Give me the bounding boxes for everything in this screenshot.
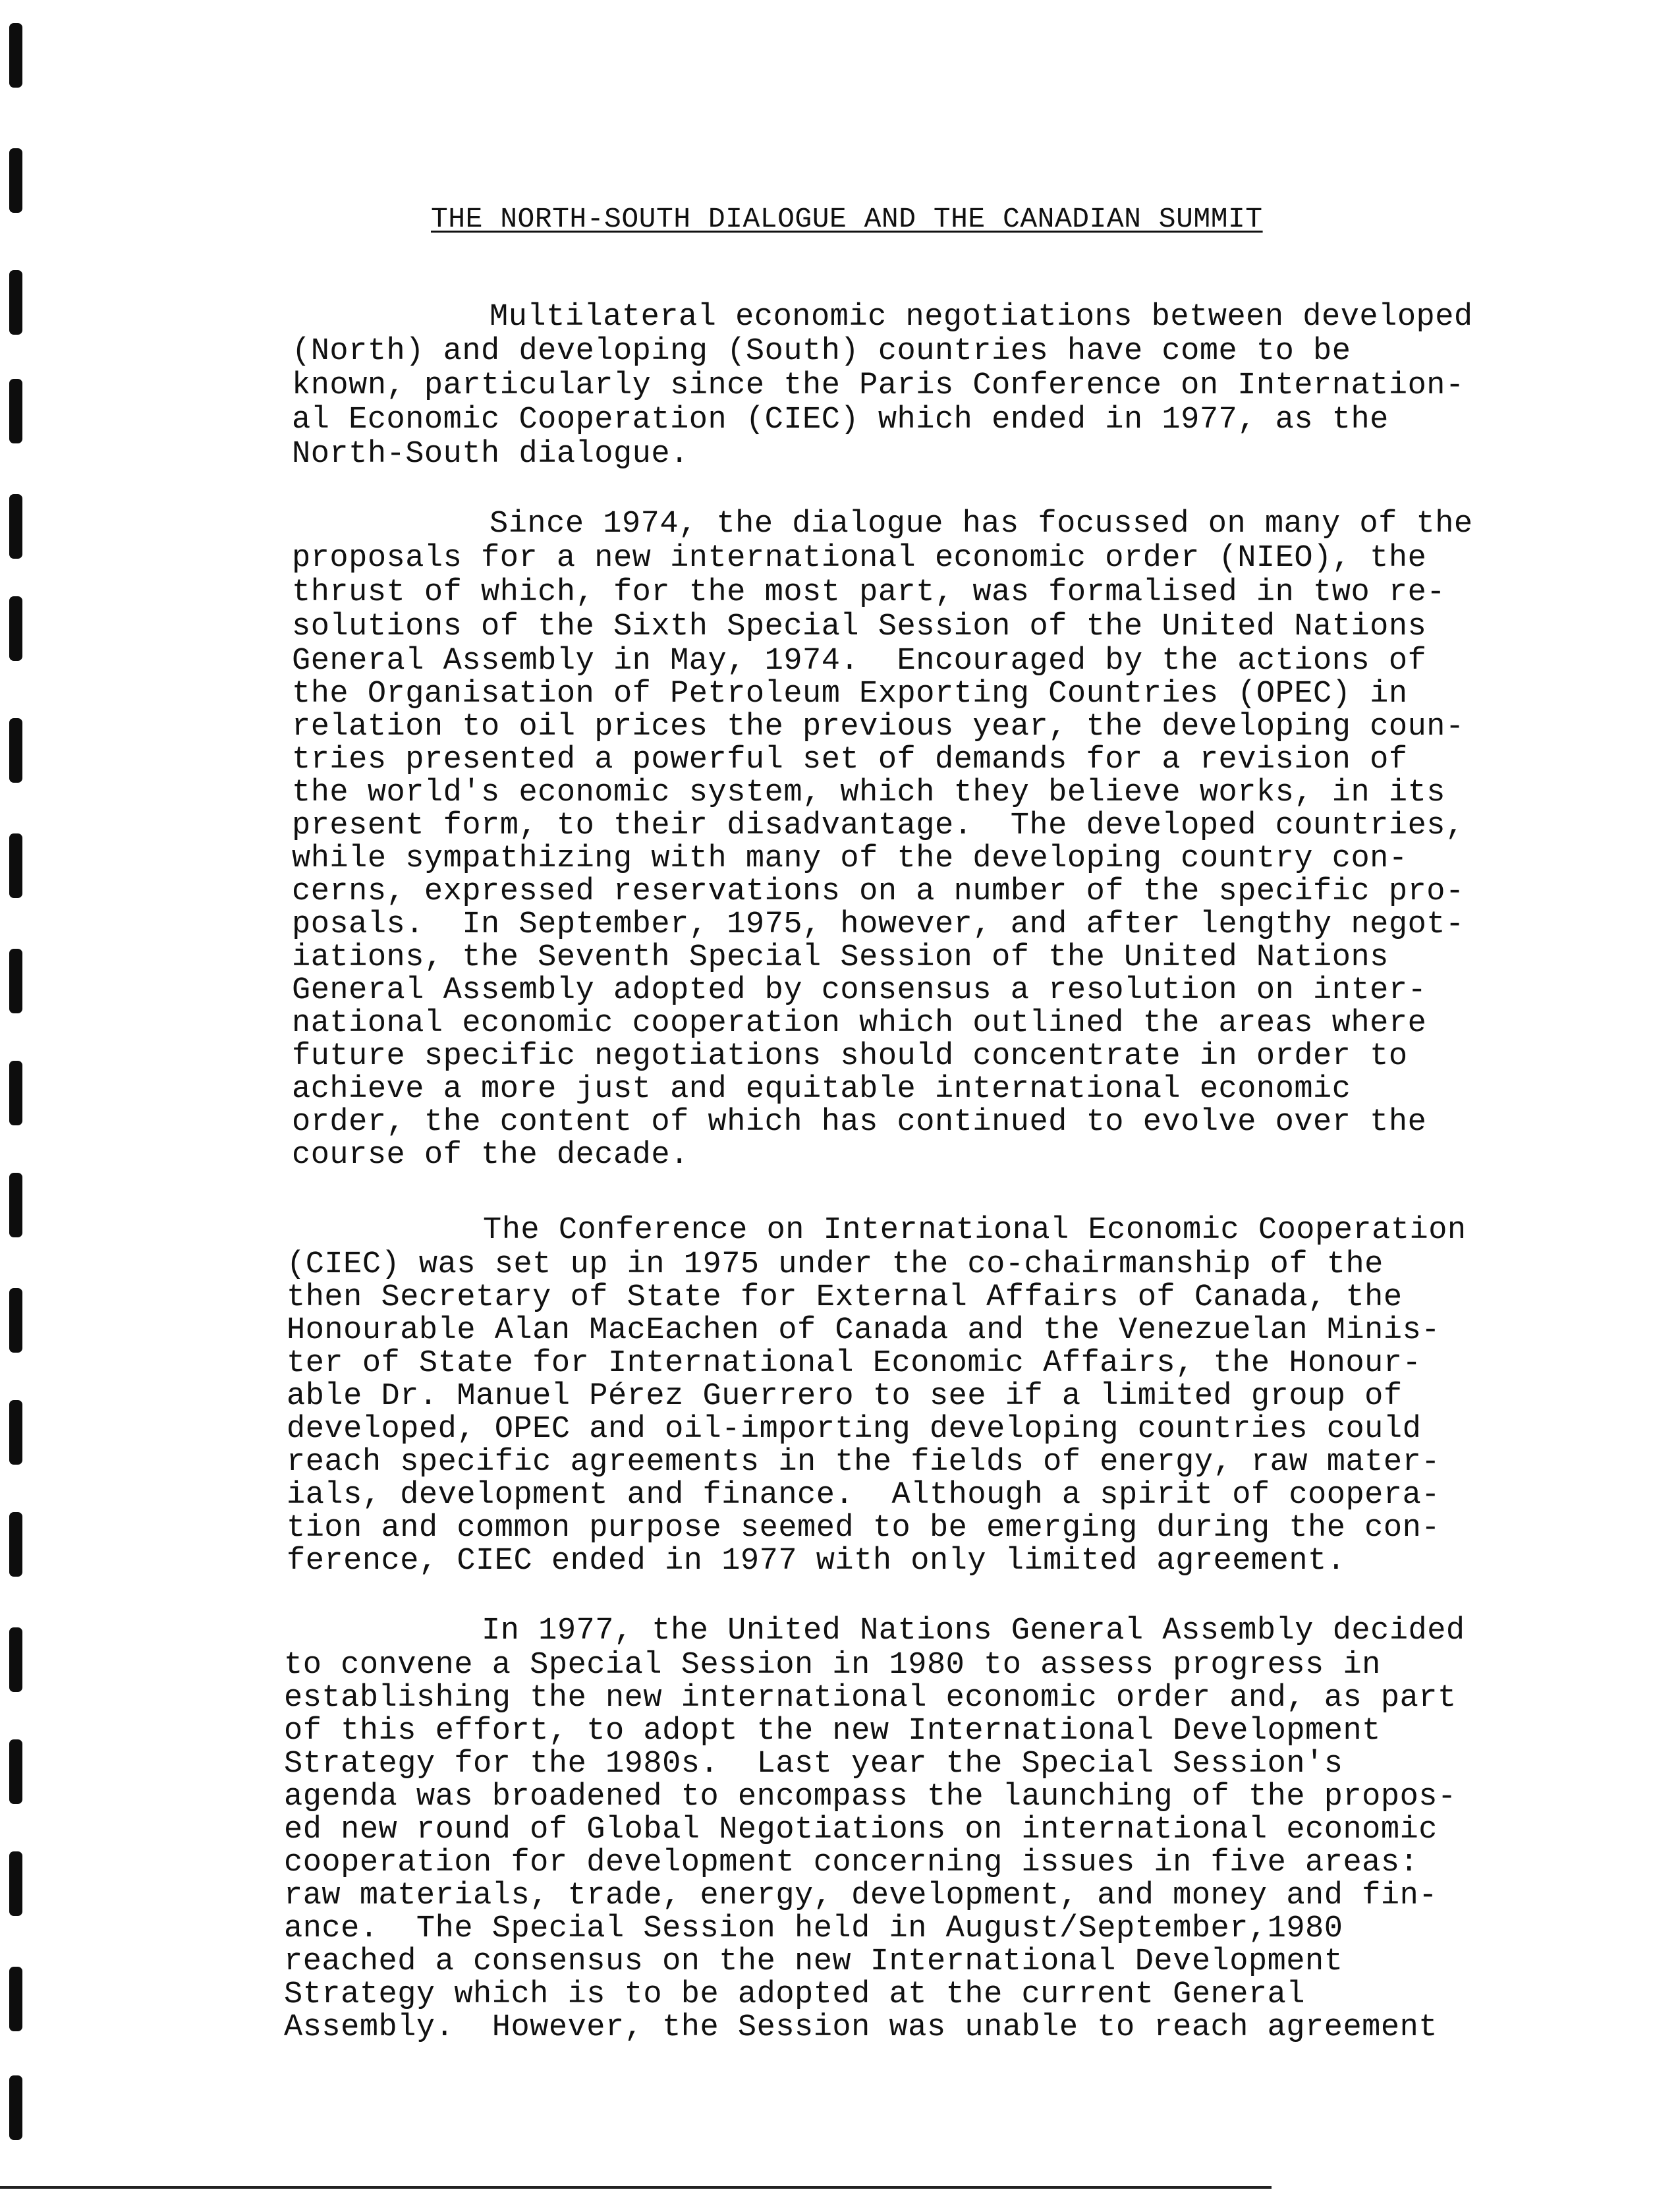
text-line: Assembly. However, the Session was unable to reach agreement <box>284 2010 1438 2045</box>
text-line: cerns, expressed reservations on a number of the specific pro- <box>292 874 1465 909</box>
text-line: while sympathizing with many of the developing country con- <box>292 841 1408 876</box>
binding-mark <box>9 270 22 335</box>
binding-mark <box>9 1627 22 1692</box>
binding-mark <box>9 1512 22 1577</box>
text-line: of this effort, to adopt the new International Development <box>284 1714 1381 1749</box>
text-line: (CIEC) was set up in 1975 under the co-chairmanship of the <box>287 1247 1384 1282</box>
text-line: establishing the new international economic order and, as part <box>284 1681 1457 1716</box>
binding-mark <box>9 596 22 661</box>
binding-mark <box>9 1288 22 1353</box>
text-line: ials, development and finance. Although a spirit of coopera- <box>287 1478 1440 1513</box>
text-line: (North) and developing (South) countries have come to be <box>292 334 1351 369</box>
text-line: The Conference on International Economic Cooperation <box>483 1213 1467 1248</box>
binding-mark <box>9 23 22 88</box>
binding-mark <box>9 2075 22 2140</box>
text-line: North-South dialogue. <box>292 437 689 472</box>
text-line: developed, OPEC and oil-importing developing countries could <box>287 1412 1422 1447</box>
text-line: solutions of the Sixth Special Session of the United Nations <box>292 609 1427 644</box>
binding-mark <box>9 718 22 783</box>
text-line: order, the content of which has continued to evolve over the <box>292 1105 1427 1140</box>
text-line: achieve a more just and equitable international economic <box>292 1072 1351 1107</box>
text-line: course of the decade. <box>292 1138 689 1173</box>
text-line: known, particularly since the Paris Conference on Internation- <box>292 368 1465 403</box>
text-line: ed new round of Global Negotiations on international economic <box>284 1813 1438 1847</box>
text-line: al Economic Cooperation (CIEC) which ended in 1977, as the <box>292 403 1389 437</box>
text-line: raw materials, trade, energy, development, and money and fin- <box>284 1878 1438 1913</box>
text-line: proposals for a new international economic order (NIEO), the <box>292 541 1427 576</box>
binding-mark <box>9 1851 22 1916</box>
text-line: tries presented a powerful set of demands for a revision of <box>292 743 1408 777</box>
text-line: relation to oil prices the previous year, the developing coun- <box>292 710 1465 745</box>
text-line: Multilateral economic negotiations between developed <box>490 300 1473 335</box>
text-line: the world's economic system, which they believe works, in its <box>292 775 1445 810</box>
text-line: Honourable Alan MacEachen of Canada and the Venezuelan Minis- <box>287 1313 1440 1348</box>
binding-mark <box>9 379 22 443</box>
text-line: national economic cooperation which outlined the areas where <box>292 1006 1427 1041</box>
text-line: posals. In September, 1975, however, and after lengthy negot- <box>292 907 1465 942</box>
text-line: then Secretary of State for External Affairs of Canada, the <box>287 1280 1403 1315</box>
text-line: General Assembly in May, 1974. Encouraged by the actions of <box>292 644 1427 679</box>
text-line: Strategy for the 1980s. Last year the Special Session's <box>284 1747 1343 1782</box>
text-line: iations, the Seventh Special Session of the United Nations <box>292 940 1389 975</box>
text-line: the Organisation of Petroleum Exporting Countries (OPEC) in <box>292 677 1408 712</box>
text-line: ference, CIEC ended in 1977 with only limited agreement. <box>287 1544 1346 1579</box>
binding-mark <box>9 833 22 898</box>
text-line: ter of State for International Economic Affairs, the Honour- <box>287 1346 1422 1381</box>
text-line: ance. The Special Session held in August/September,1980 <box>284 1911 1343 1946</box>
page-title: THE NORTH-SOUTH DIALOGUE AND THE CANADIAN SUMMIT <box>431 203 1263 235</box>
text-line: Strategy which is to be adopted at the current General <box>284 1977 1306 2012</box>
text-line: General Assembly adopted by consensus a resolution on inter- <box>292 973 1427 1008</box>
text-line: cooperation for development concerning issues in five areas: <box>284 1845 1419 1880</box>
binding-mark <box>9 1173 22 1237</box>
text-line: agenda was broadened to encompass the launching of the propos- <box>284 1780 1457 1815</box>
page-bottom-edge <box>0 2186 1272 2189</box>
text-line: future specific negotiations should concentrate in order to <box>292 1039 1408 1074</box>
text-line: In 1977, the United Nations General Assembly decided <box>482 1614 1465 1648</box>
text-line: thrust of which, for the most part, was formalised in two re- <box>292 575 1445 610</box>
text-line: able Dr. Manuel Pérez Guerrero to see if a limited group of <box>287 1379 1403 1414</box>
text-line: reached a consensus on the new International Development <box>284 1944 1343 1979</box>
text-line: reach specific agreements in the fields of energy, raw mater- <box>287 1445 1440 1480</box>
binding-mark <box>9 1400 22 1465</box>
binding-mark <box>9 494 22 559</box>
text-line: tion and common purpose seemed to be emerging during the con- <box>287 1511 1440 1546</box>
text-line: Since 1974, the dialogue has focussed on many of the <box>490 507 1473 542</box>
binding-mark <box>9 1967 22 2031</box>
text-line: to convene a Special Session in 1980 to assess progress in <box>284 1648 1381 1683</box>
binding-mark <box>9 949 22 1013</box>
binding-mark <box>9 148 22 213</box>
text-line: present form, to their disadvantage. The developed countries, <box>292 808 1465 843</box>
binding-mark <box>9 1061 22 1125</box>
binding-mark <box>9 1739 22 1804</box>
